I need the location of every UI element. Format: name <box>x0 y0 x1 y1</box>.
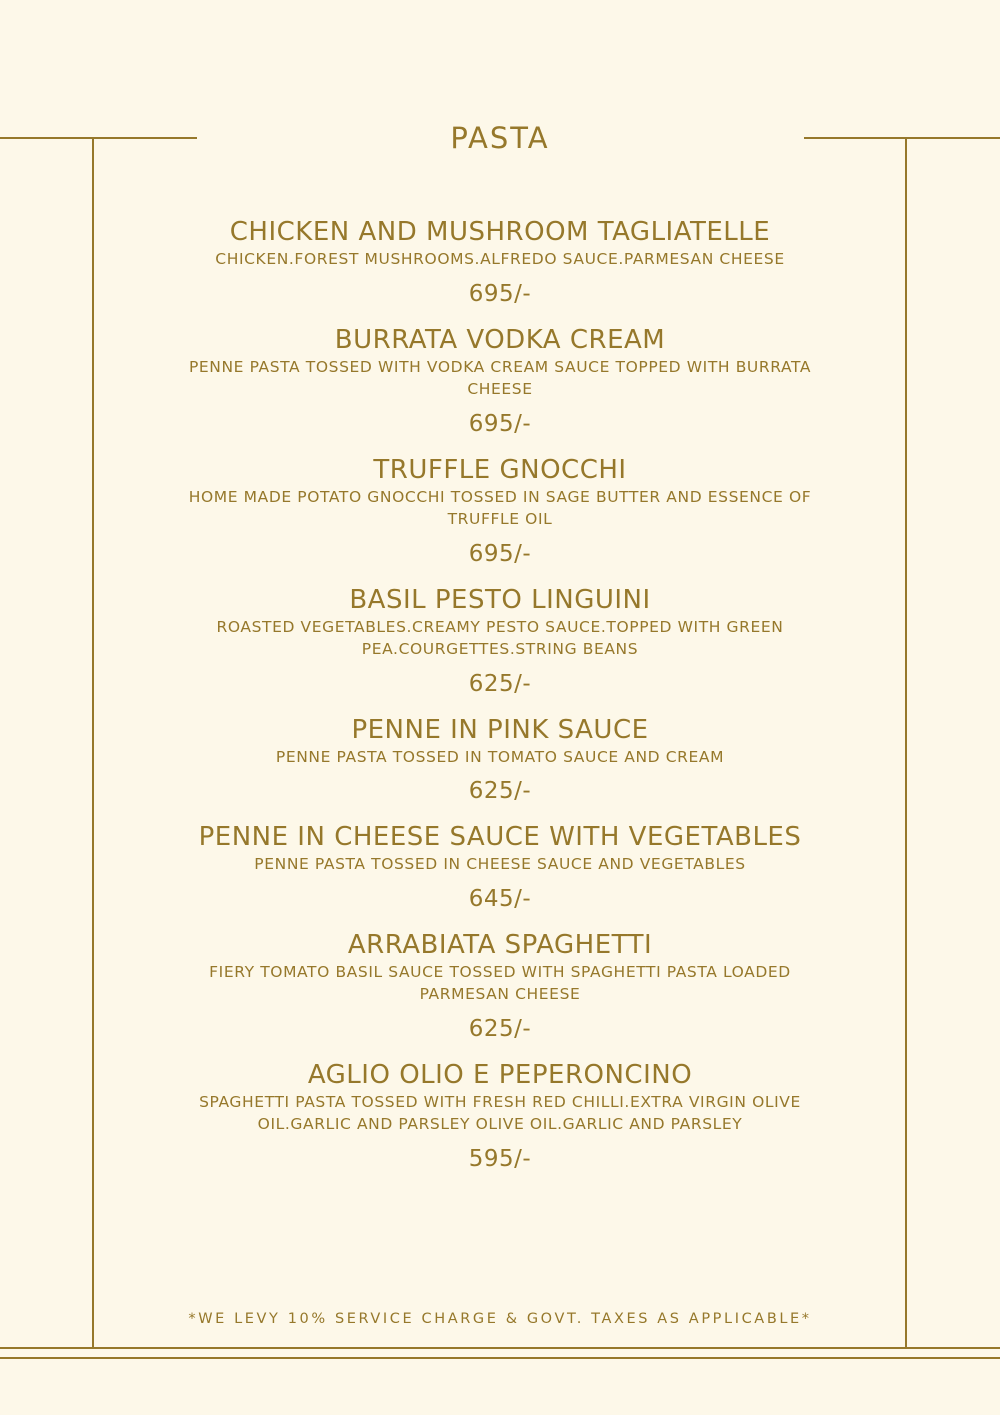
item-description: FIERY TOMATO BASIL SAUCE TOSSED WITH SPAGHETTI PASTA LOADED PARMESAN CHEESE <box>209 962 791 1003</box>
item-description: SPAGHETTI PASTA TOSSED WITH FRESH RED CHILLI.EXTRA VIRGIN OLIVE OIL.GARLIC AND PARSLEY OLIVE OIL.GARLIC AND PARSLEY <box>199 1092 801 1133</box>
item-price: 695/- <box>468 540 532 567</box>
item-price: 625/- <box>468 778 532 804</box>
item-price: 595/- <box>468 1145 532 1172</box>
bottom-rule-upper <box>0 1347 1000 1349</box>
item-description: PENNE PASTA TOSSED IN CHEESE SAUCE AND VEGETABLES <box>254 855 746 873</box>
item-description: CHICKEN.FOREST MUSHROOMS.ALFREDO SAUCE.PARMESAN CHEESE <box>215 250 785 268</box>
menu-item <box>100 454 900 569</box>
menu-item <box>100 324 900 439</box>
item-name: ARRABIATA SPAGHETTI <box>347 929 653 960</box>
menu-item <box>100 1059 900 1174</box>
section-title: PASTA <box>450 121 550 155</box>
bottom-rule-lower <box>0 1357 1000 1359</box>
menu-item <box>100 821 900 914</box>
menu-item <box>100 584 900 699</box>
right-border-rule <box>905 137 907 1349</box>
left-border-rule <box>92 137 94 1349</box>
service-charge-note: *WE LEVY 10% SERVICE CHARGE & GOVT. TAXES AS APPLICABLE* <box>188 1311 812 1327</box>
item-price: 625/- <box>468 1015 532 1042</box>
item-name: CHICKEN AND MUSHROOM TAGLIATELLE <box>229 217 771 247</box>
item-price: 695/- <box>468 410 532 437</box>
item-price: 645/- <box>468 885 532 912</box>
menu-items <box>100 216 900 1189</box>
item-description: HOME MADE POTATO GNOCCHI TOSSED IN SAGE BUTTER AND ESSENCE OF TRUFFLE OIL <box>188 487 812 528</box>
item-price: 695/- <box>468 280 532 307</box>
item-description: PENNE PASTA TOSSED IN TOMATO SAUCE AND CREAM <box>275 747 725 766</box>
item-description: PENNE PASTA TOSSED WITH VODKA CREAM SAUCE TOPPED WITH BURRATA CHEESE <box>188 357 812 398</box>
menu-item <box>100 929 900 1044</box>
item-description: ROASTED VEGETABLES.CREAMY PESTO SAUCE.TOPPED WITH GREEN PEA.COURGETTES.STRING BEANS <box>216 617 784 658</box>
menu-item <box>100 216 900 309</box>
item-name: PENNE IN PINK SAUCE <box>351 714 649 745</box>
item-name: TRUFFLE GNOCCHI <box>373 454 627 485</box>
item-price: 625/- <box>468 670 532 697</box>
item-name: BURRATA VODKA CREAM <box>334 324 666 355</box>
menu-item <box>100 714 900 807</box>
item-name: PENNE IN CHEESE SAUCE WITH VEGETABLES <box>198 822 802 852</box>
item-name: AGLIO OLIO E PEPERONCINO <box>307 1059 693 1090</box>
item-name: BASIL PESTO LINGUINI <box>349 584 651 615</box>
